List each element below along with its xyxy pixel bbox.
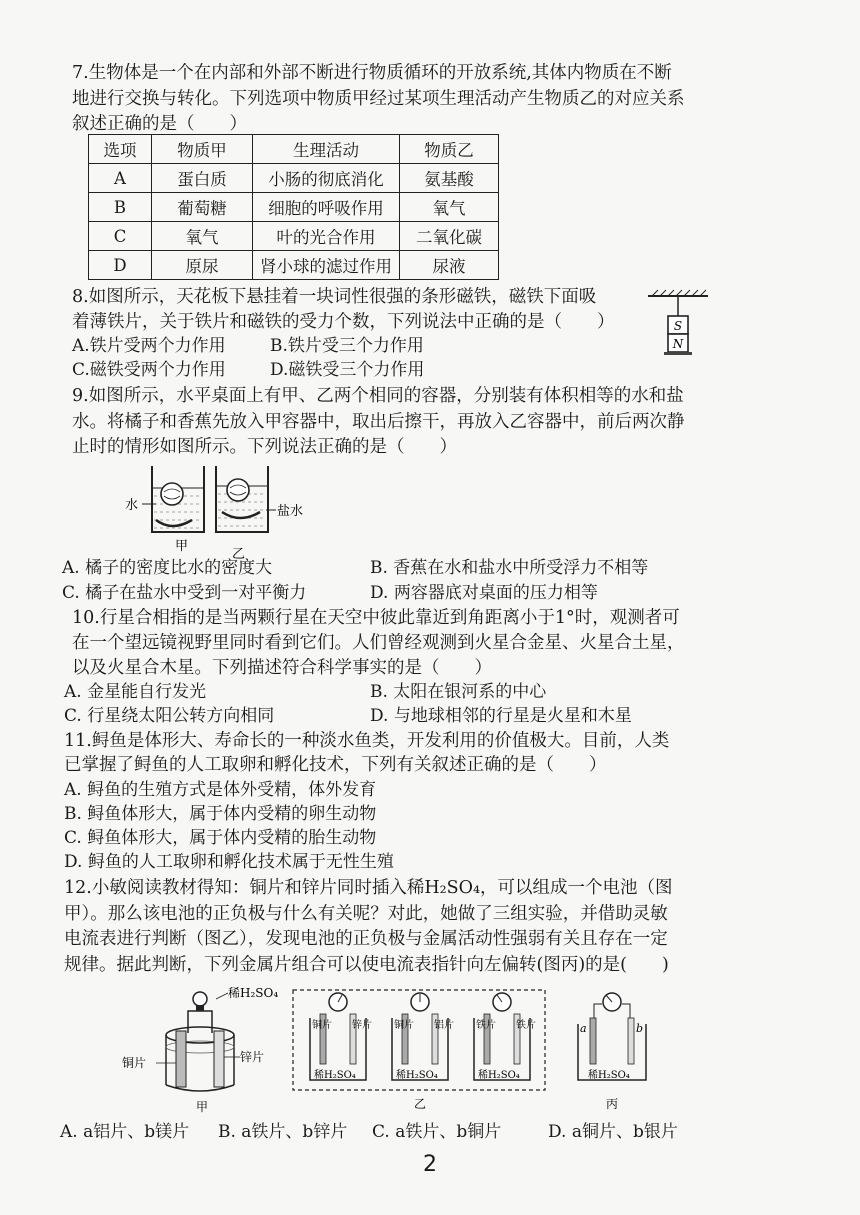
q10-option-a: A. 金星能自行发光 (64, 682, 207, 702)
q9-line-3: 止时的情形如图所示。下列说法正确的是（ ） (72, 437, 457, 457)
zinc-label: 锌片 (240, 1050, 265, 1064)
q8-option-b: B.铁片受三个力作用 (270, 336, 424, 356)
beaker-2-left-label: 铜片 (394, 1020, 414, 1031)
water-label: 水 (125, 498, 139, 513)
table-cell: 原尿 (152, 251, 253, 280)
table-header-cell: 物质甲 (152, 135, 253, 164)
beaker-1-acid-label: 稀H₂SO₄ (314, 1070, 356, 1081)
q11-option-a: A. 鲟鱼的生殖方式是体外受精，体外发育 (64, 780, 377, 800)
beaker-3 (474, 993, 536, 1081)
beaker-3-left-label: 铁片 (476, 1020, 496, 1031)
table-cell: 小肠的彻底消化 (253, 164, 400, 193)
container-jia-label: 甲 (175, 539, 189, 554)
q12-option-c: C. a铁片、b铜片 (372, 1122, 502, 1142)
table-cell: D (89, 251, 152, 280)
q12-line-2: 甲）。那么该电池的正负极与什么有关呢？对此，她做了三组实验，并借助灵敏 (64, 904, 668, 924)
table-cell: 蛋白质 (152, 164, 253, 193)
table-row (89, 164, 499, 193)
table-cell: A (89, 164, 152, 193)
beaker-3-acid-label: 稀H₂SO₄ (478, 1070, 520, 1081)
table-cell: 二氧化碳 (400, 222, 499, 251)
figure-yi-label: 乙 (414, 1097, 427, 1111)
q8-option-a: A.铁片受两个力作用 (72, 336, 226, 356)
beaker-1-right-label: 锌片 (352, 1020, 372, 1031)
bing-acid-label: 稀H₂SO₄ (588, 1070, 630, 1081)
q10-option-c: C. 行星绕太阳公转方向相同 (64, 706, 275, 726)
q12-figure-yi (290, 988, 550, 1113)
q11-option-b: B. 鲟鱼体形大，属于体内受精的卵生动物 (64, 804, 377, 824)
q7-line-1: 7.生物体是一个在内部和外部不断进行物质循环的开放系统,其体内物质在不断 (72, 63, 672, 83)
q12-figure-jia (120, 985, 280, 1115)
bulb-icon (193, 992, 207, 1006)
q12-option-a: A. a铝片、b镁片 (60, 1122, 190, 1142)
q8-line-1: 8.如图所示，天花板下悬挂着一块词性很强的条形磁铁，磁铁下面吸 (72, 287, 597, 307)
beaker-1-left-label: 铜片 (312, 1020, 332, 1031)
table-header-cell: 生理活动 (253, 135, 400, 164)
q7-line-3: 叙述正确的是（ ） (72, 114, 247, 134)
q8-magnet-figure (648, 288, 712, 358)
table-cell: 尿液 (400, 251, 499, 280)
table-cell: B (89, 193, 152, 222)
q9-containers-figure (120, 462, 310, 562)
q9-line-2: 水。将橘子和香蕉先放入甲容器中，取出后擦干，再放入乙容器中，前后两次静 (72, 412, 685, 432)
q10-line-3: 以及火星合木星。下列描述符合科学事实的是（ ） (72, 658, 492, 678)
beaker-2 (392, 993, 454, 1081)
table-header-cell: 选项 (89, 135, 152, 164)
q9-line-1: 9.如图所示，水平桌面上有甲、乙两个相同的容器，分别装有体积相等的水和盐 (72, 386, 684, 406)
q12-line-3: 电流表进行判断（图乙），发现电池的正负极与金属活动性强弱有关且存在一定 (64, 929, 668, 949)
table-cell: 氨基酸 (400, 164, 499, 193)
q10-line-2: 在一个望远镜视野里同时看到它们。人们曾经观测到火星合金星、火星合土星， (72, 633, 685, 653)
table-row (89, 251, 499, 280)
q12-line-4: 规律。据此判断，下列金属片组合可以使电流表指针向左偏转(图丙)的是( ) (64, 955, 669, 975)
q12-line-1: 12.小敏阅读教材得知：铜片和锌片同时插入稀H₂SO₄，可以组成一个电池（图 (64, 878, 673, 898)
q12-figure-bing (566, 988, 656, 1113)
acid-label: 稀H₂SO₄ (228, 986, 279, 1000)
figure-jia-label: 甲 (196, 1100, 209, 1114)
electrode-b-label: b (636, 1022, 644, 1035)
q11-option-d: D. 鲟鱼的人工取卵和孵化技术属于无性生殖 (64, 852, 394, 872)
q10-option-d: D. 与地球相邻的行星是火星和木星 (370, 706, 632, 726)
beaker-2-acid-label: 稀H₂SO₄ (396, 1070, 438, 1081)
table-cell: C (89, 222, 152, 251)
q12-option-d: D. a铜片、b银片 (548, 1122, 678, 1142)
page-number: 2 (423, 1152, 437, 1177)
q9-option-c: C. 橘子在盐水中受到一对平衡力 (62, 583, 307, 603)
brine-label: 盐水 (277, 504, 304, 519)
beaker-3-right-label: 铁片 (516, 1020, 536, 1031)
q9-option-d: D. 两容器底对桌面的压力相等 (370, 583, 598, 603)
electrode-a-label: a (580, 1022, 587, 1035)
table-cell: 氧气 (400, 193, 499, 222)
q10-option-b: B. 太阳在银河系的中心 (370, 682, 547, 702)
table-cell: 葡萄糖 (152, 193, 253, 222)
beaker-1 (310, 993, 372, 1081)
table-cell: 氧气 (152, 222, 253, 251)
magnet-n-label: N (672, 337, 684, 351)
table-header-row (89, 135, 499, 164)
q9-option-b: B. 香蕉在水和盐水中所受浮力不相等 (370, 558, 649, 578)
q7-table (88, 134, 499, 280)
q7-line-2: 地进行交换与转化。下列选项中物质甲经过某项生理活动产生物质乙的对应关系 (72, 89, 685, 109)
table-row (89, 193, 499, 222)
q11-option-c: C. 鲟鱼体形大，属于体内受精的胎生动物 (64, 828, 377, 848)
table-cell: 叶的光合作用 (253, 222, 400, 251)
beaker-2-right-label: 铝片 (434, 1020, 454, 1031)
q10-line-1: 10.行星合相指的是当两颗行星在天空中彼此靠近到角距离小于1°时，观测者可 (72, 608, 680, 628)
figure-bing-label: 丙 (606, 1097, 619, 1111)
table-row (89, 222, 499, 251)
magnet-s-label: S (673, 319, 683, 333)
q8-option-c: C.磁铁受两个力作用 (72, 360, 226, 380)
table-cell: 肾小球的滤过作用 (253, 251, 400, 280)
table-header-cell: 物质乙 (400, 135, 499, 164)
q8-option-d: D.磁铁受三个力作用 (270, 360, 425, 380)
q11-line-1: 11.鲟鱼是体形大、寿命长的一种淡水鱼类，开发利用的价值极大。目前，人类 (64, 731, 670, 751)
table-cell: 细胞的呼吸作用 (253, 193, 400, 222)
q12-option-b: B. a铁片、b锌片 (218, 1122, 348, 1142)
q9-option-a: A. 橘子的密度比水的密度大 (62, 558, 273, 578)
container-yi-label: 乙 (232, 547, 246, 562)
q8-line-2: 着薄铁片，关于铁片和磁铁的受力个数，下列说法中正确的是（ ） (72, 312, 615, 332)
q11-line-2: 已掌握了鲟鱼的人工取卵和孵化技术，下列有关叙述正确的是（ ） (64, 755, 607, 775)
copper-label: 铜片 (122, 1056, 147, 1070)
